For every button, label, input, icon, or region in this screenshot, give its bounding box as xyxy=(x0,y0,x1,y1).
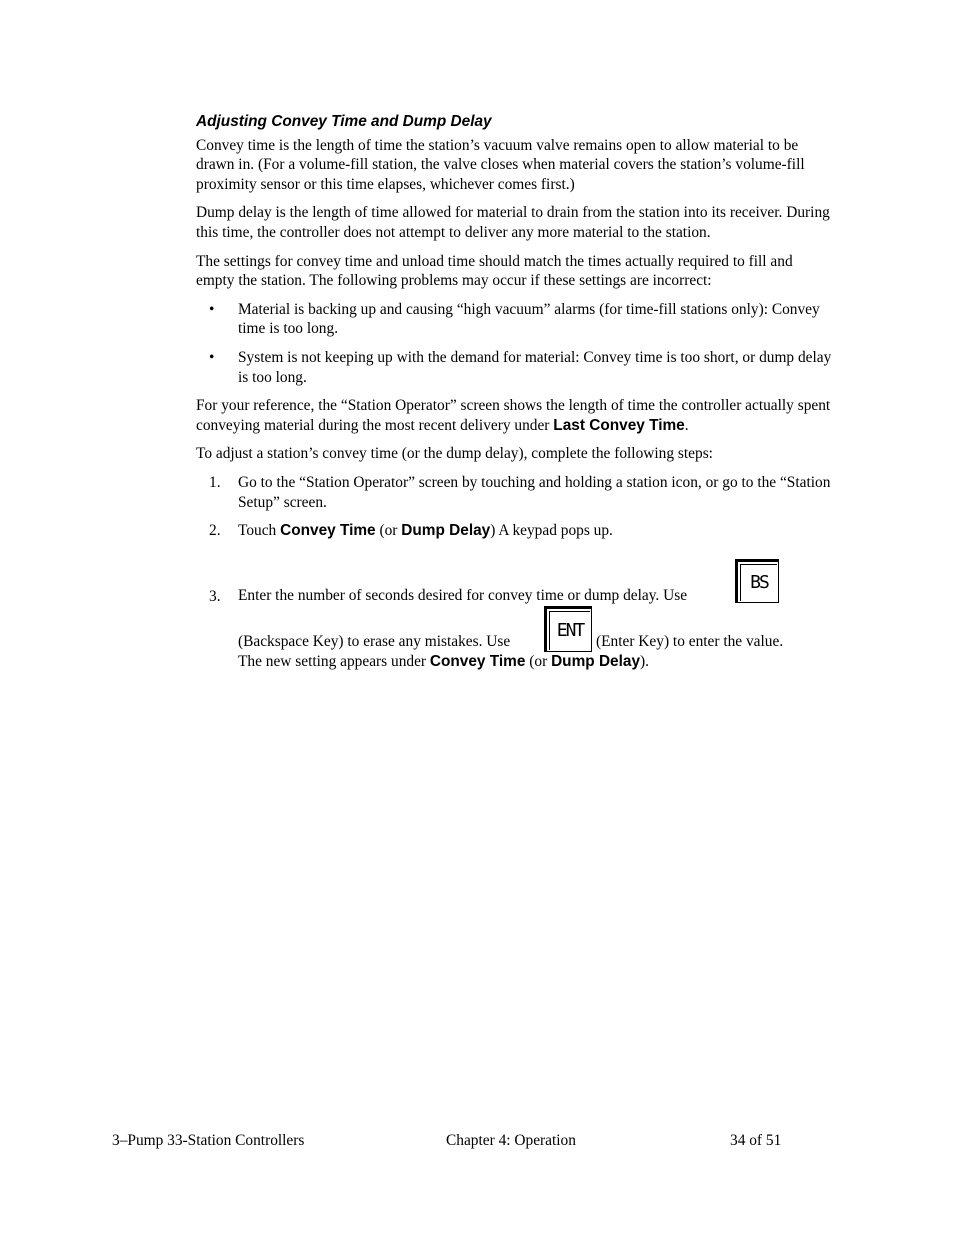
paragraph-settings: The settings for convey time and unload time should match the times actually required to fill and empty the station. The following problems may occur if these settings are incorrect: xyxy=(196,252,793,290)
list-item xyxy=(196,348,832,387)
convey-time-label: Convey Time xyxy=(280,522,376,540)
problems-list xyxy=(196,300,832,387)
step-text: ) A keypad pops up. xyxy=(490,522,613,540)
steps-list xyxy=(196,473,832,671)
step-text: The new setting appears under xyxy=(238,652,430,670)
reference-text: For your reference, the “Station Operator” screen shows the length of time the controller actually spent conveying material during the most recent delivery under xyxy=(196,397,831,434)
step-3-line-3 xyxy=(238,652,832,672)
step-number: 3. xyxy=(209,587,221,605)
list-item-text: Material is backing up and causing “high vacuum” alarms (for time-fill stations only): Convey time is too long. xyxy=(238,300,820,338)
backspace-key-icon xyxy=(735,559,779,603)
enter-key-icon xyxy=(544,606,592,652)
reference-end: . xyxy=(684,416,689,434)
document-body xyxy=(196,112,832,680)
step-text: (or xyxy=(525,652,552,670)
bullet-marker: • xyxy=(209,348,215,366)
list-item xyxy=(196,300,832,339)
step-text: Touch xyxy=(238,522,281,540)
bullet-marker: • xyxy=(209,300,215,318)
step-1 xyxy=(196,473,832,512)
step-text: (or xyxy=(375,522,402,540)
step-text: ). xyxy=(640,652,649,670)
section-heading: Adjusting Convey Time and Dump Delay xyxy=(196,113,492,130)
footer-chapter: Chapter 4: Operation xyxy=(446,1132,576,1149)
dump-delay-label: Dump Delay xyxy=(401,522,491,540)
list-item-text: System is not keeping up with the demand for material: Convey time is too short, or dump delay is too long. xyxy=(238,348,832,386)
footer-page-number: 34 of 51 xyxy=(730,1132,782,1149)
convey-time-label: Convey Time xyxy=(429,652,526,670)
step-text: Enter the number of seconds desired for convey time or dump delay. Use xyxy=(238,587,688,605)
step-text: Go to the “Station Operator” screen by touching and holding a station icon, or go to the “Station Setup” screen. xyxy=(238,473,831,511)
step-3-line-2 xyxy=(238,606,832,652)
step-text: (Backspace Key) to erase any mistakes. Use xyxy=(238,633,511,651)
paragraph-adjust-intro: To adjust a station’s convey time (or the dump delay), complete the following steps: xyxy=(196,445,713,463)
step-text: (Enter Key) to enter the value. xyxy=(596,633,784,651)
dump-delay-label: Dump Delay xyxy=(551,652,641,670)
step-2 xyxy=(196,521,832,541)
enter-key-label: ENT xyxy=(549,611,590,650)
backspace-key-label: BS xyxy=(740,564,777,601)
step-3 xyxy=(196,559,832,672)
step-number: 2. xyxy=(209,522,221,540)
step-3-line-1 xyxy=(238,559,832,606)
step-number: 1. xyxy=(209,473,221,491)
footer-document-title: 3–Pump 33-Station Controllers xyxy=(112,1132,305,1149)
paragraph-dump-delay: Dump delay is the length of time allowed for material to drain from the station into its receiver. During this time, the controller does not attempt to deliver any more material to the station. xyxy=(196,204,830,241)
paragraph-reference xyxy=(196,396,832,435)
last-convey-time-label: Last Convey Time xyxy=(553,416,685,434)
paragraph-convey-time: Convey time is the length of time the station’s vacuum valve remains open to allow material to be drawn in. (For a volume-fill station, the valve closes when material covers the station’s volume-fill proximity sensor or this time elapses, whichever comes first.) xyxy=(196,136,805,193)
